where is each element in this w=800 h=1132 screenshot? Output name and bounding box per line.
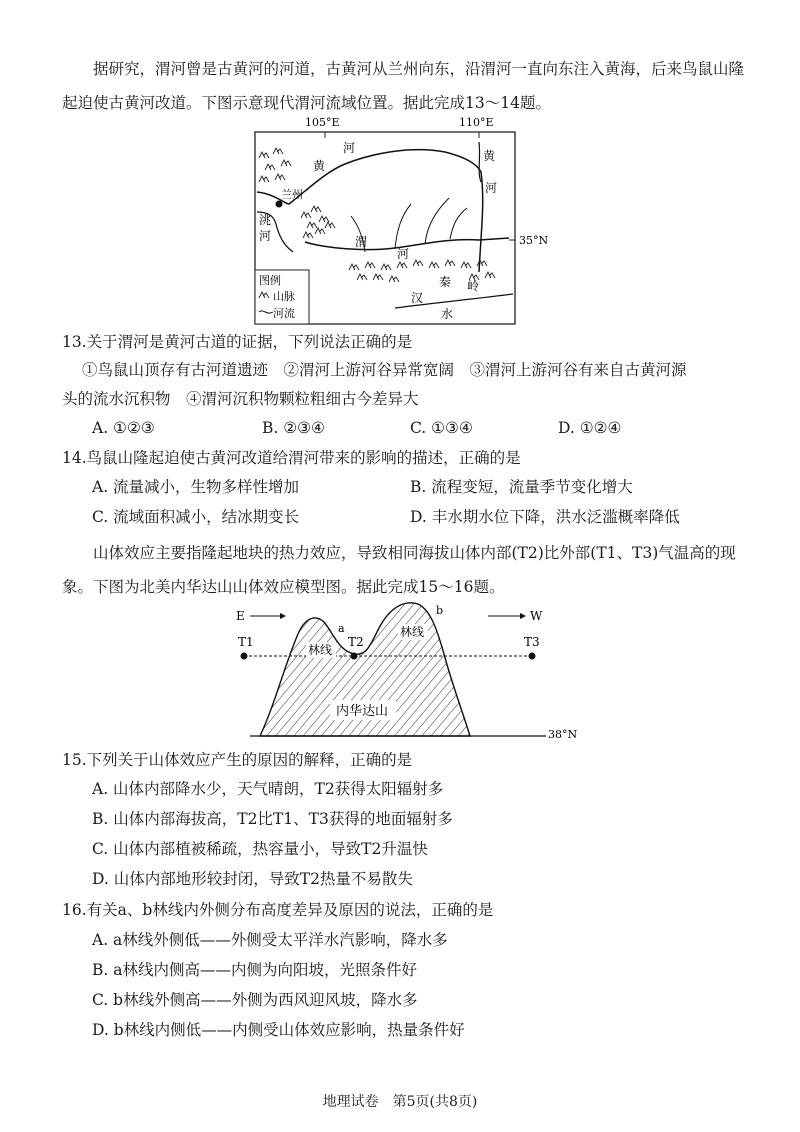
map-label-tao-he: 河 — [259, 229, 272, 243]
q13-statements-1: ①鸟鼠山顶存有古河道遗迹 ②渭河上游河谷异常宽阔 ③渭河上游河谷有来自古黄河源 — [82, 361, 687, 379]
model-lat-label: 38°N — [548, 728, 578, 741]
point-t1 — [241, 653, 248, 660]
q14-option-d: D. 丰水期水位下降，洪水泛滥概率降低 — [410, 508, 680, 526]
label-b: b — [436, 604, 444, 617]
q15-option-c: C. 山体内部植被稀疏，热容量小，导致T2升温快 — [92, 840, 428, 858]
q16-option-c: C. b林线外侧高——外侧为西风迎风坡，降水多 — [92, 991, 418, 1009]
q16-stem: 16.有关a、b林线内外侧分布高度差异及原因的说法，正确的是 — [62, 901, 494, 919]
intro-paragraph-1: 据研究，渭河曾是古黄河的河道，古黄河从兰州向东，沿渭河一直向东注入黄海，后来鸟鼠山隆起迫使古黄河改道。下图示意现代渭河流域位置。据此完成13～14题。 — [62, 60, 745, 112]
forest-line-a: 林线 — [308, 643, 333, 657]
lon-110-label: 110°E — [459, 116, 494, 129]
q13-option-d: D. ①②④ — [558, 419, 622, 437]
map-label-wei-he: 河 — [397, 247, 410, 261]
map-label-he-2: 河 — [485, 181, 498, 195]
legend-mountain: 山脉 — [273, 290, 295, 303]
map-label-wei: 渭 — [355, 235, 368, 249]
q15-stem: 15.下列关于山体效应产生的原因的解释，正确的是 — [62, 751, 413, 769]
intro-paragraph-2: 山体效应主要指隆起地块的热力效应，导致相同海拔山体内部(T2)比外部(T1、T3)气温高的现象。下图为北美内华达山山体效应模型图。据此完成15～16题。 — [62, 544, 736, 596]
q15-option-a: A. 山体内部降水少，天气晴朗，T2获得太阳辐射多 — [92, 780, 444, 798]
mountain-name-label: 内华达山 — [336, 704, 389, 719]
label-a: a — [338, 622, 345, 635]
map-label-qin: 秦 — [439, 275, 452, 289]
q15-option-d: D. 山体内部地形较封闭，导致T2热量不易散失 — [92, 870, 413, 888]
q15-option-b: B. 山体内部海拔高，T2比T1、T3获得的地面辐射多 — [92, 810, 453, 828]
map-label-lanzhou: 兰州 — [281, 188, 303, 201]
direction-w: W — [530, 609, 543, 623]
map-label-shui: 水 — [441, 307, 454, 321]
q16-option-a: A. a林线外侧低——外侧受太平洋水汽影响，降水多 — [92, 931, 448, 949]
point-t2 — [351, 653, 358, 660]
mountain-effect-model — [230, 594, 590, 740]
q13-statements-2: 头的流水沉积物 ④渭河沉积物颗粒粗细古今差异大 — [62, 390, 419, 408]
label-t1: T1 — [238, 635, 254, 649]
map-label-huang-2: 黄 — [483, 149, 496, 163]
point-t3 — [529, 653, 536, 660]
q13-stem: 13.关于渭河是黄河古道的证据，下列说法正确的是 — [62, 333, 413, 351]
map-label-tao: 洮 — [259, 213, 272, 227]
map-label-he: 河 — [343, 141, 356, 155]
label-t2: T2 — [348, 635, 364, 649]
q16-option-d: D. b林线内侧低——内侧受山体效应影响，热量条件好 — [92, 1021, 465, 1039]
yellow-river — [257, 150, 483, 272]
page-footer: 地理试卷 第5页(共8页) — [322, 1094, 478, 1110]
lanzhou-point — [276, 201, 283, 208]
q13-option-a: A. ①②③ — [92, 419, 155, 437]
map-label-ling: 岭 — [467, 279, 480, 293]
lat-35-label: 35°N — [519, 234, 549, 247]
q16-option-b: B. a林线内侧高——内侧为向阳坡，光照条件好 — [92, 961, 417, 979]
direction-e: E — [236, 609, 245, 623]
q14-stem: 14.鸟鼠山隆起迫使古黄河改道给渭河带来的影响的描述，正确的是 — [62, 449, 521, 467]
q13-option-c: C. ①③④ — [410, 419, 473, 437]
q14-option-b: B. 流程变短，流量季节变化增大 — [410, 478, 633, 496]
map-label-huang: 黄 — [313, 159, 326, 173]
legend-river: 河流 — [273, 307, 295, 320]
lon-105-label: 105°E — [305, 116, 340, 129]
weihe-map — [245, 112, 549, 326]
q13-option-b: B. ②③④ — [262, 419, 325, 437]
q14-option-c: C. 流域面积减小，结冰期变长 — [92, 508, 300, 526]
q14-option-a: A. 流量减小，生物多样性增加 — [92, 478, 300, 496]
legend-title: 图例 — [259, 274, 281, 287]
map-label-han: 汉 — [411, 291, 424, 305]
label-t3: T3 — [524, 635, 540, 649]
forest-line-b: 林线 — [400, 625, 425, 639]
